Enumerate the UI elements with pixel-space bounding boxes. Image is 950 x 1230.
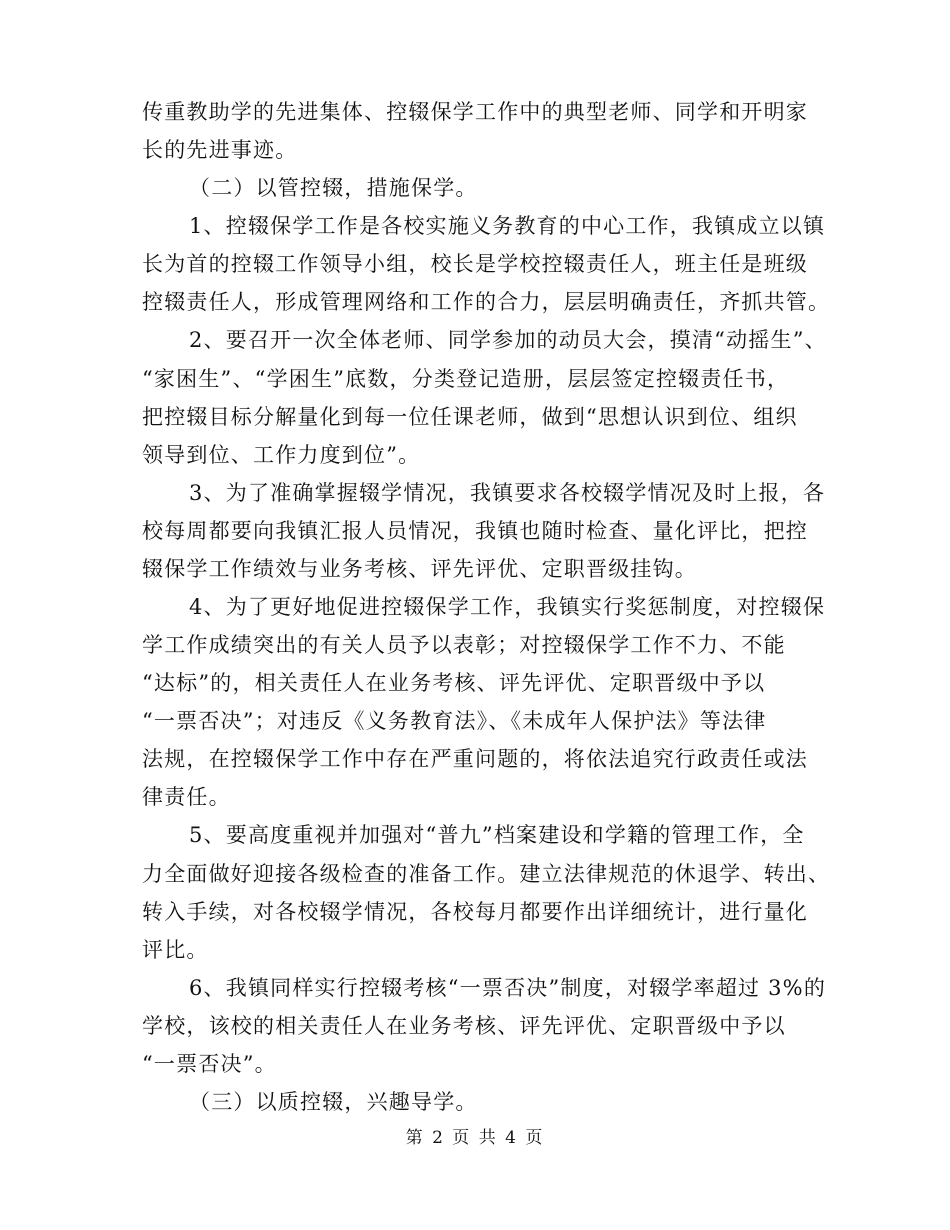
text-line: 校每周都要向我镇汇报人员情况，我镇也随时检查、量化评比，把控 [142,519,808,543]
text-line: 转入手续，对各校辍学情况，各校每月都要作出详细统计，进行量化 [142,900,808,924]
text-line: 评比。 [142,938,209,962]
text-line: 4、为了更好地促进控辍保学工作，我镇实行奖惩制度，对控辍保 [189,595,826,619]
text-line: 长为首的控辍工作领导小组，校长是学校控辍责任人，班主任是班级 [142,252,808,276]
text-line: 长的先进事迹。 [142,138,298,162]
text-line: “一票否决”；对违反《义务教育法》、《未成年人保护法》等法律 [142,709,767,733]
page-number: 第 2 页 共 4 页 [405,1128,545,1148]
text-line: 学校，该校的相关责任人在业务考核、评先评优、定职晋级中予以 [142,1014,786,1038]
text-line: 律责任。 [142,785,231,809]
text-line: 6、我镇同样实行控辍考核“一票否决”制度，对辍学率超过 3%的 [189,976,827,1000]
text-line: 5、要高度重视并加强对“普九”档案建设和学籍的管理工作，全 [189,823,805,847]
text-line: 领导到位、工作力度到位”。 [142,443,421,467]
text-line: 2、要召开一次全体老师、同学参加的动员大会，摸清“动摇生”、 [189,328,827,352]
text-line: 传重教助学的先进集体、控辍保学工作中的典型老师、同学和开明家 [142,100,808,124]
section-heading: （二）以管控辍，措施保学。 [189,176,478,200]
text-line: 控辍责任人，形成管理网络和工作的合力，层层明确责任，齐抓共管。 [142,290,831,314]
text-line: 3、为了准确掌握辍学情况，我镇要求各校辍学情况及时上报，各 [189,481,826,505]
text-line: 力全面做好迎接各级检查的准备工作。建立法律规范的休退学、转出、 [142,862,831,886]
text-line: “达标”的，相关责任人在业务考核、评先评优、定职晋级中予以 [142,671,766,695]
text-line: “家困生”、“学困生”底数，分类登记造册，层层签定控辍责任书， [142,367,790,391]
section-heading: （三）以质控辍，兴趣导学。 [189,1090,478,1114]
text-line: 学工作成绩突出的有关人员予以表彰；对控辍保学工作不力、不能 [142,633,786,657]
text-line: “一票否决”。 [142,1052,277,1076]
text-line: 辍保学工作绩效与业务考核、评先评优、定职晋级挂钩。 [142,557,697,581]
text-line: 把控辍目标分解量化到每一位任课老师，做到“思想认识到位、组织 [142,405,798,429]
text-line: 1、控辍保学工作是各校实施义务教育的中心工作，我镇成立以镇 [189,214,826,238]
text-line: 法规，在控辍保学工作中存在严重问题的，将依法追究行政责任或法 [142,747,808,771]
